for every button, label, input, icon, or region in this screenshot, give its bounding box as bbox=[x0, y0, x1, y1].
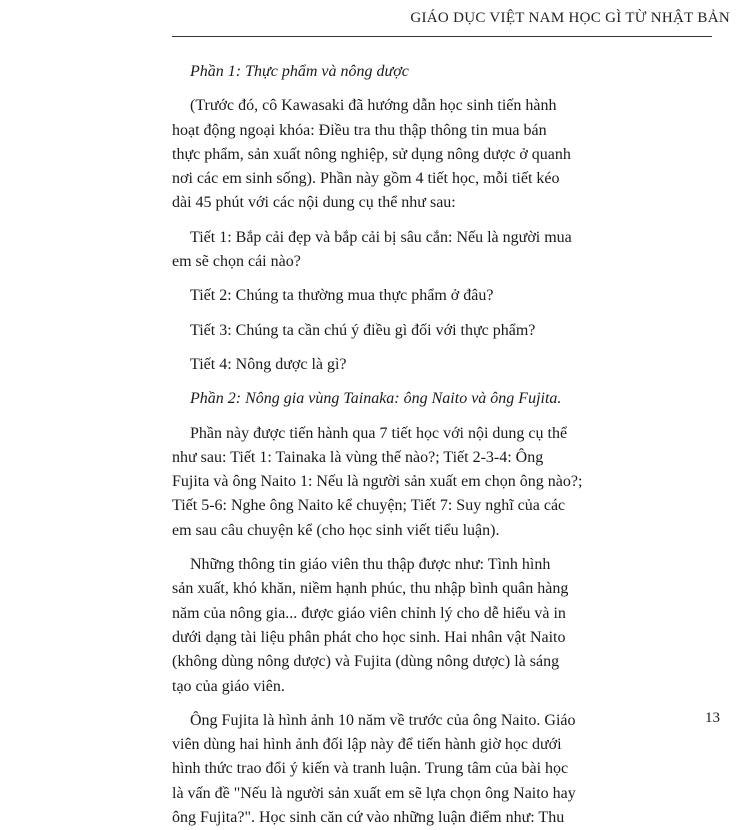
text-line: là vấn đề "Nếu là người sản xuất em sẽ lựa chọn ông Naito hay bbox=[172, 784, 576, 802]
text-line: Tiết 2: Chúng ta thường mua thực phẩm ở đâu? bbox=[190, 287, 494, 305]
section-2-paragraph-1 bbox=[172, 422, 720, 543]
section-1-intro-paragraph bbox=[172, 94, 720, 215]
text-line: hình thức trao đổi ý kiến và tranh luận. Trung tâm của bài học bbox=[172, 760, 569, 778]
text-line: dài 45 phút với các nội dung cụ thể như sau: bbox=[172, 194, 456, 212]
lesson-2-paragraph bbox=[172, 284, 720, 308]
text-line: Fujita và ông Naito 1: Nếu là người sản xuất em chọn ông nào?; bbox=[172, 473, 583, 491]
text-line: như sau: Tiết 1: Tainaka là vùng thế nào?; Tiết 2-3-4: Ông bbox=[172, 448, 544, 466]
text-line: Tiết 1: Bắp cải đẹp và bắp cải bị sâu cắn: Nếu là người mua bbox=[190, 228, 572, 246]
lesson-3-paragraph bbox=[172, 319, 720, 343]
lesson-1-paragraph bbox=[172, 226, 720, 275]
section-2-paragraph-2 bbox=[172, 553, 720, 699]
text-line: hoạt động ngoại khóa: Điều tra thu thập thông tin mua bán bbox=[172, 121, 547, 139]
text-line: (không dùng nông dược) và Fujita (dùng nông dược) là sáng bbox=[172, 653, 560, 671]
text-line: Phần này được tiến hành qua 7 tiết học với nội dung cụ thể bbox=[190, 424, 568, 442]
text-line: năm của nông gia... được giáo viên chỉnh lý cho dễ hiểu và in bbox=[172, 604, 566, 622]
text-line: (Trước đó, cô Kawasaki đã hướng dẫn học sinh tiến hành bbox=[190, 97, 557, 115]
lesson-4-paragraph bbox=[172, 353, 720, 377]
header-rule bbox=[172, 36, 712, 37]
page-number: 13 bbox=[705, 710, 720, 726]
text-line: Tiết 4: Nông dược là gì? bbox=[190, 355, 347, 373]
text-line: dưới dạng tài liệu phân phát cho học sinh. Hai nhân vật Naito bbox=[172, 628, 566, 646]
text-line: sản xuất, khó khăn, niềm hạnh phúc, thu nhập bình quân hàng bbox=[172, 580, 569, 598]
section-1-title: Phần 1: Thực phẩm và nông dược bbox=[190, 63, 409, 80]
section-2-title: Phần 2: Nông gia vùng Tainaka: ông Naito và ông Fujita. bbox=[190, 390, 562, 408]
text-line: viên dùng hai hình ảnh đối lập này để tiến hành giờ học dưới bbox=[172, 736, 562, 754]
text-line: em sau câu chuyện kể (cho học sinh viết tiểu luận). bbox=[172, 521, 500, 539]
text-line: em sẽ chọn cái nào? bbox=[172, 253, 301, 271]
section-2-paragraph-3 bbox=[172, 709, 720, 830]
text-line: tạo của giáo viên. bbox=[172, 677, 285, 695]
text-line: Tiết 3: Chúng ta cần chú ý điều gì đối với thực phẩm? bbox=[190, 321, 536, 339]
text-line: thực phẩm, sản xuất nông nghiệp, sử dụng nông dược ở quanh bbox=[172, 145, 571, 163]
text-line: Những thông tin giáo viên thu thập được như: Tình hình bbox=[190, 556, 551, 574]
running-header: GIÁO DỤC VIỆT NAM HỌC GÌ TỪ NHẬT BẢN bbox=[410, 10, 730, 26]
text-line: Ông Fujita là hình ảnh 10 năm về trước của ông Naito. Giáo bbox=[190, 711, 576, 729]
text-line: nơi các em sinh sống). Phần này gồm 4 tiết học, mỗi tiết kéo bbox=[172, 170, 560, 188]
text-line: Tiết 5-6: Nghe ông Naito kể chuyện; Tiết 7: Suy nghĩ của các bbox=[172, 497, 566, 515]
text-line: ông Fujita?". Học sinh căn cứ vào những luận điểm như: Thu bbox=[172, 809, 565, 827]
